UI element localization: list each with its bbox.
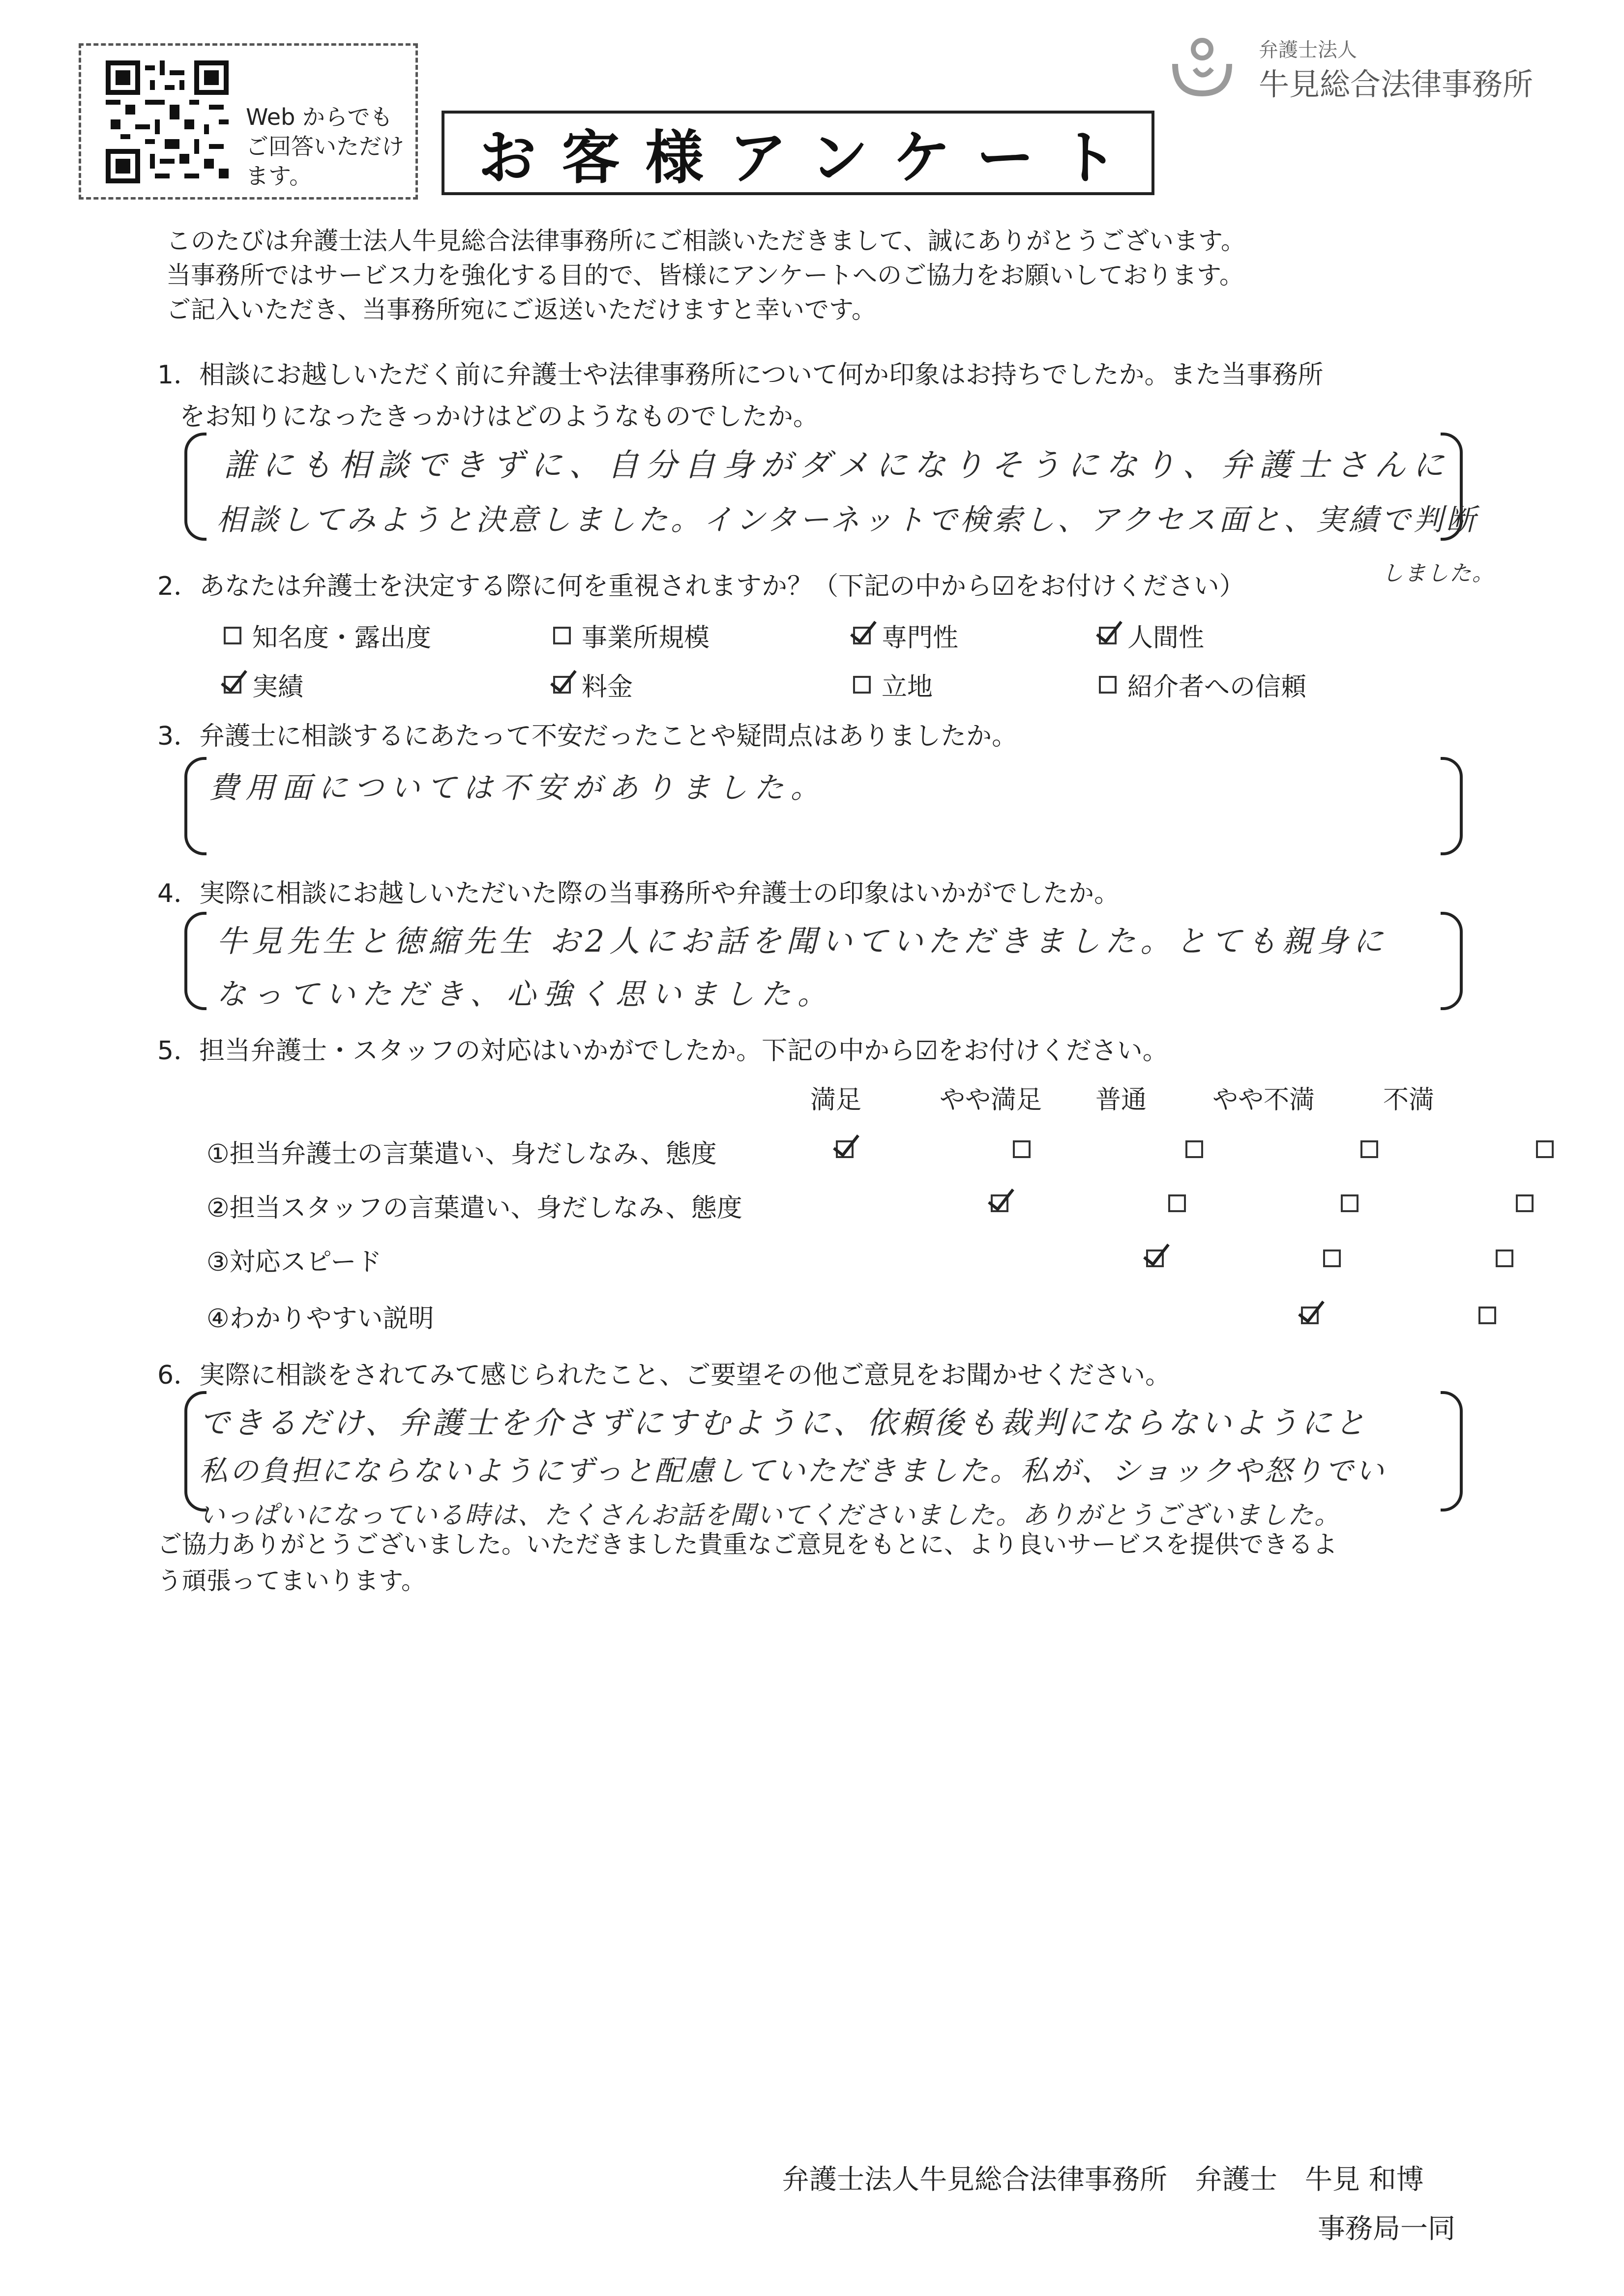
rating-column-dissatisfied: 不満 xyxy=(1383,1085,1434,1115)
option-personality[interactable] xyxy=(1099,617,1204,654)
rating-checkbox[interactable] xyxy=(1360,1140,1378,1158)
option-track-record[interactable] xyxy=(224,666,303,703)
checkbox-fee[interactable] xyxy=(553,676,571,694)
option-expertise[interactable] xyxy=(853,617,958,654)
rating-checkbox[interactable] xyxy=(1496,1250,1513,1267)
answer-4-line-1: 牛見先生と徳縮先生 お2人にお話を聞いていただきました。とても親身に xyxy=(216,923,1388,959)
checkbox-name-recognition[interactable] xyxy=(224,627,241,644)
qr-code-box xyxy=(79,43,418,200)
rating-checkbox[interactable] xyxy=(1536,1140,1554,1158)
intro-line-1: このたびは弁護士法人牛見総合法律事務所にご相談いただきまして、誠にありがとうございます。 xyxy=(166,227,1245,255)
question-1-line-2: をお知りになったきっかけはどのようなものでしたか。 xyxy=(179,402,819,432)
closing-message xyxy=(157,1526,1485,1599)
question-4: 4．実際に相談にお越しいただいた際の当事務所や弁護士の印象はいかがでしたか。 xyxy=(157,879,1120,908)
option-label: 料金 xyxy=(582,672,633,702)
checkbox-location[interactable] xyxy=(853,676,871,694)
option-fee[interactable] xyxy=(553,666,633,703)
rating-checkbox[interactable] xyxy=(836,1140,854,1158)
option-label: 立地 xyxy=(882,672,933,702)
checkbox-personality[interactable] xyxy=(1099,627,1117,644)
intro-line-2: 当事務所ではサービス力を強化する目的で、皆様にアンケートへのご協力をお願いしております。 xyxy=(166,261,1244,290)
qr-caption-line-3: ます。 xyxy=(246,163,312,189)
rating-checkbox[interactable] xyxy=(1013,1140,1031,1158)
rating-column-somewhat-dissatisfied: やや不満 xyxy=(1212,1085,1315,1115)
firm-logo-subtitle: 弁護士法人 xyxy=(1259,39,1357,61)
question-3: 3．弁護士に相談するにあたって不安だったことや疑問点はありましたか。 xyxy=(157,722,1018,751)
checkbox-expertise[interactable] xyxy=(853,627,871,644)
rating-checkbox[interactable] xyxy=(1301,1307,1319,1324)
option-name-recognition[interactable] xyxy=(224,617,431,654)
answer-6-line-1: できるだけ、弁護士を介さずにすむように、依頼後も裁判にならないようにと xyxy=(199,1405,1368,1441)
answer-3-bracket-right xyxy=(1441,757,1463,855)
answer-4-line-2: なっていただき、心強く思いました。 xyxy=(216,977,834,1012)
option-location[interactable] xyxy=(853,666,933,703)
answer-1-bracket-left xyxy=(184,433,207,541)
answer-4-bracket-right xyxy=(1441,912,1463,1010)
option-label: 人間性 xyxy=(1127,623,1205,653)
checkbox-track-record[interactable] xyxy=(224,676,241,694)
signature-office-staff: 事務局一同 xyxy=(1318,2213,1455,2245)
firm-logo-mark-icon xyxy=(1165,34,1239,98)
option-label: 知名度・露出度 xyxy=(252,623,432,653)
rating-checkbox[interactable] xyxy=(1146,1250,1164,1267)
closing-line-1: ご協力ありがとうございました。いただきました貴重なご意見をもとに、より良いサービスを提供できるよ xyxy=(157,1530,1337,1559)
question-1-line-1: 1．相談にお越しいただく前に弁護士や法律事務所について何か印象はお持ちでしたか。また当事務所 xyxy=(157,360,1324,390)
rating-checkbox[interactable] xyxy=(1341,1194,1358,1212)
answer-4-bracket-left xyxy=(184,912,207,1010)
signature-firm-lawyer: 弁護士法人牛見総合法律事務所 弁護士 牛見 和博 xyxy=(782,2164,1424,2196)
question-2: 2．あなたは弁護士を決定する際に何を重視されますか？（下記の中から☑をお付けください） xyxy=(157,572,1245,601)
rating-row-label: ②担当スタッフの言葉遣い、身だしなみ、態度 xyxy=(207,1193,742,1223)
rating-checkbox[interactable] xyxy=(1516,1194,1534,1212)
firm-logo xyxy=(1165,29,1568,103)
option-label: 事業所規模 xyxy=(582,623,710,653)
question-6: 6．実際に相談をされてみて感じられたこと、ご要望その他ご意見をお聞かせください。 xyxy=(157,1361,1171,1390)
option-label: 紹介者への信頼 xyxy=(1127,672,1307,702)
rating-checkbox[interactable] xyxy=(991,1194,1008,1212)
answer-3-bracket-left xyxy=(184,757,207,855)
rating-column-satisfied: 満足 xyxy=(810,1085,861,1115)
option-label: 実績 xyxy=(252,672,304,702)
rating-checkbox[interactable] xyxy=(1323,1250,1341,1267)
qr-code[interactable] xyxy=(106,60,229,183)
qr-caption-line-2: ご回答いただけ xyxy=(246,133,404,160)
answer-1-line-2: 相談してみようと決意しました。インターネットで検索し、アクセス面と、実績で判断 xyxy=(216,503,1478,537)
rating-column-somewhat-satisfied: やや満足 xyxy=(939,1085,1042,1115)
firm-logo-name: 牛見総合法律事務所 xyxy=(1259,66,1534,102)
option-label: 専門性 xyxy=(882,623,959,653)
qr-caption xyxy=(246,102,413,191)
rating-checkbox[interactable] xyxy=(1185,1140,1203,1158)
option-office-size[interactable] xyxy=(553,617,709,654)
rating-checkbox[interactable] xyxy=(1168,1194,1186,1212)
rating-column-neutral: 普通 xyxy=(1095,1085,1147,1115)
answer-6-line-3: いっぱいになっている時は、たくさんお話を聞いてくださいました。ありがとうございました。 xyxy=(199,1501,1341,1530)
survey-title: お客様アンケート xyxy=(478,124,1144,192)
survey-title-box xyxy=(442,111,1154,195)
rating-checkbox[interactable] xyxy=(1478,1307,1496,1324)
question-5: 5．担当弁護士・スタッフの対応はいかがでしたか。下記の中から☑をお付けください。 xyxy=(157,1036,1168,1066)
rating-row-label: ④わかりやすい説明 xyxy=(207,1304,434,1334)
intro-line-3: ご記入いただき、当事務所宛にご返送いただけますと幸いです。 xyxy=(166,295,876,324)
closing-line-2: う頑張ってまいります。 xyxy=(157,1567,426,1595)
checkbox-office-size[interactable] xyxy=(553,627,571,644)
qr-caption-line-1: Web からでも xyxy=(246,104,393,130)
answer-3: 費用面については不安がありました。 xyxy=(209,771,827,805)
checkbox-referrer-trust[interactable] xyxy=(1099,676,1117,694)
answer-6-line-2: 私の負担にならないようにずっと配慮していただきました。私が、ショックや怒りでい xyxy=(199,1454,1386,1487)
rating-row-label: ①担当弁護士の言葉遣い、身だしなみ、態度 xyxy=(207,1139,717,1169)
answer-1-line-1: 誰にも相談できずに、自分自身がダメになりそうになり、弁護士さんに xyxy=(224,447,1451,484)
answer-1-line-3: しました。 xyxy=(1382,561,1495,586)
option-referrer-trust[interactable] xyxy=(1099,666,1306,703)
rating-row-label: ③対応スピード xyxy=(207,1248,382,1277)
answer-6-bracket-right xyxy=(1441,1391,1463,1511)
